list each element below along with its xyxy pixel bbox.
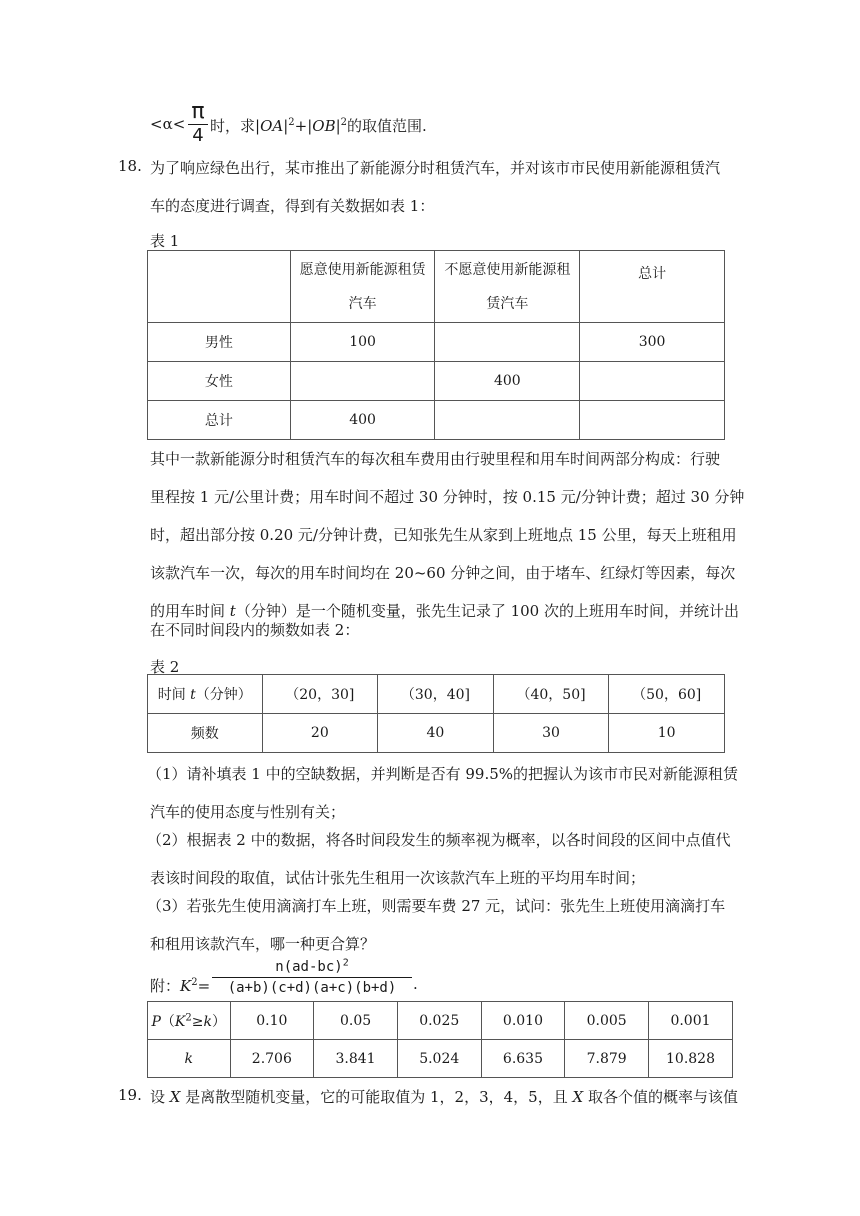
equals-sign: = — [197, 977, 211, 995]
table-2 — [147, 674, 725, 753]
header-willing-l1: 愿意使用新能源租赁 — [299, 261, 426, 278]
table2-row-freq — [148, 714, 725, 753]
ge-sign: ≥ — [191, 1013, 204, 1030]
table-1 — [147, 250, 725, 440]
fraction-denominator: 4 — [192, 125, 204, 146]
header-unwilling-l1: 不愿意使用新能源租 — [444, 261, 571, 278]
pi-over-4-fraction — [188, 101, 208, 146]
table1-cell: 男性 — [148, 323, 291, 362]
vector-oa: OA — [260, 117, 284, 135]
k-var: K — [174, 1013, 186, 1030]
q18-para-line-2: 里程按 1 元/公里计费；用车时间不超过 30 分钟时，按 0.15 元/分钟计费；超过 30 分钟 — [150, 488, 745, 506]
q19-mid: 是离散型随机变量，它的可能取值为 1，2，3，4，5，且 — [180, 1088, 573, 1106]
table2-header-label — [148, 675, 263, 714]
table3-k-label: k — [148, 1040, 231, 1078]
table2-interval-cell: （30，40] — [378, 675, 494, 714]
abs-bar: | — [283, 117, 289, 135]
sub2-line-1: （2）根据表 2 中的数据，将各时间段发生的频率视为概率，以各时间段的区间中点值代 — [147, 831, 731, 849]
paren-open: （ — [160, 1013, 175, 1030]
table3-p-label — [148, 1002, 231, 1040]
numerator-text: n(ad-bc) — [275, 959, 343, 975]
label-post: （分钟） — [195, 687, 252, 703]
table3-row-k — [148, 1040, 733, 1078]
k-sup: 2 — [185, 1011, 192, 1023]
k-square: 2 — [191, 977, 198, 988]
line5-post: （分钟）是一个随机变量，张先生记录了 100 次的上班用车时间，并统计出 — [235, 602, 739, 620]
intro-lt: <α< — [150, 115, 186, 133]
sub3-line-2: 和租用该款汽车，哪一种更合算？ — [150, 935, 376, 953]
table3-k-cell: 7.879 — [565, 1040, 649, 1078]
table1-caption: 表 1 — [150, 232, 180, 250]
sub2-line-2: 表该时间段的取值，试估计张先生租用一次该款汽车上班的平均用车时间； — [150, 869, 646, 887]
q18-para-line-3: 时，超出部分按 0.20 元/分钟计费，已知张先生从家到上班地点 15 公里，每天上班租用 — [150, 526, 737, 544]
table2-freq-cell: 10 — [609, 714, 725, 753]
table1-cell — [290, 362, 435, 401]
table2-interval-cell: （40，50] — [493, 675, 609, 714]
table1-cell — [580, 401, 725, 440]
sub1-line-2: 汽车的使用态度与性别有关； — [150, 803, 346, 821]
question-19-number: 19. — [118, 1086, 142, 1104]
numerator-sup: 2 — [342, 957, 349, 969]
appendix-text: 附： — [150, 977, 181, 995]
table2-caption: 表 2 — [150, 658, 180, 676]
variable-t: t — [190, 687, 196, 703]
line5-pre: 的用车时间 — [150, 602, 230, 620]
table3-p-cell: 0.005 — [565, 1002, 649, 1040]
table1-header-row — [148, 251, 725, 323]
header-unwilling-l2: 赁汽车 — [486, 295, 529, 312]
table1-cell — [580, 362, 725, 401]
intro-tail: 的取值范围. — [347, 117, 427, 135]
variable-x-2: X — [572, 1088, 584, 1106]
table1-cell: 女性 — [148, 362, 291, 401]
square-sup: 2 — [288, 117, 295, 128]
table1-cell: 300 — [580, 323, 725, 362]
formula-bar — [212, 977, 412, 978]
sub1-line-1: （1）请补填表 1 中的空缺数据，并判断是否有 99.5%的把握认为该市市民对新能源租赁 — [147, 765, 739, 783]
label-pre: 时间 — [157, 687, 191, 703]
q19-line-1 — [150, 1086, 738, 1107]
vector-ob: OB — [312, 117, 336, 135]
table3-p-cell: 0.05 — [314, 1002, 398, 1040]
k-small: k — [203, 1013, 212, 1030]
fraction-numerator: π — [191, 99, 205, 124]
table1-cell — [435, 401, 580, 440]
q19-pre: 设 — [150, 1088, 170, 1106]
table3-row-p — [148, 1002, 733, 1040]
appendix-label — [150, 975, 210, 996]
table3-p-cell: 0.10 — [230, 1002, 314, 1040]
table1-row-total — [148, 401, 725, 440]
table1-header-total: 总计 — [580, 251, 725, 323]
q18-line-1: 为了响应绿色出行，某市推出了新能源分时租赁汽车，并对该市市民使用新能源租赁汽 — [150, 159, 721, 177]
table1-cell: 400 — [435, 362, 580, 401]
table3-k-cell: 5.024 — [397, 1040, 481, 1078]
q18-line-2: 车的态度进行调查，得到有关数据如表 1： — [150, 197, 435, 215]
table2-freq-cell: 20 — [262, 714, 378, 753]
intro-line — [150, 115, 185, 133]
intro-line-rest — [210, 115, 427, 136]
table3-k-cell: 3.841 — [314, 1040, 398, 1078]
table2-row-label: 频数 — [148, 714, 263, 753]
square-sup-2: 2 — [340, 117, 348, 128]
table3-p-cell: 0.025 — [397, 1002, 481, 1040]
q18-para-line-4: 该款汽车一次，每次的用车时间均在 20~60 分钟之间，由于堵车、红绿灯等因素，每次 — [150, 564, 736, 582]
k-variable: K — [180, 977, 192, 995]
table1-header-unwilling — [435, 251, 580, 323]
variable-t: t — [229, 602, 236, 620]
header-willing-l2: 汽车 — [348, 295, 377, 312]
table2-freq-cell: 30 — [493, 714, 609, 753]
table2-interval-cell: （20，30] — [262, 675, 378, 714]
formula-fraction — [212, 958, 412, 997]
variable-x: X — [169, 1088, 181, 1106]
formula-numerator — [212, 958, 412, 976]
table3-k-cell: 2.706 — [230, 1040, 314, 1078]
intro-text-a: 时，求| — [210, 117, 261, 135]
paren-close: ） — [211, 1013, 226, 1030]
q18-para-line-1: 其中一款新能源分时租赁汽车的每次租车费用由行驶里程和用车时间两部分构成：行驶 — [150, 450, 721, 468]
table3-k-cell: 10.828 — [649, 1040, 733, 1078]
plus-sign: +| — [294, 117, 313, 135]
table1-cell: 总计 — [148, 401, 291, 440]
formula-end: . — [413, 975, 418, 993]
p-var: P — [151, 1013, 161, 1030]
table1-header-willing — [290, 251, 435, 323]
table1-cell — [435, 323, 580, 362]
table1-row-male — [148, 323, 725, 362]
q18-para-line-6: 在不同时间段内的频数如表 2： — [150, 621, 360, 639]
table-3 — [147, 1001, 733, 1078]
table2-row-interval — [148, 675, 725, 714]
question-18-number: 18. — [118, 157, 142, 175]
q18-para-line-5 — [150, 600, 739, 621]
table1-row-female — [148, 362, 725, 401]
table2-interval-cell: （50，60] — [609, 675, 725, 714]
q19-tail: 取各个值的概率与该值 — [583, 1088, 738, 1106]
formula-denominator: (a+b)(c+d)(a+c)(b+d) — [227, 980, 397, 996]
table3-p-cell: 0.010 — [481, 1002, 565, 1040]
table2-freq-cell: 40 — [378, 714, 494, 753]
abs-bar-2: | — [335, 117, 341, 135]
sub3-line-1: （3）若张先生使用滴滴打车上班，则需要车费 27 元，试问：张先生上班使用滴滴打车 — [147, 897, 726, 915]
table1-cell: 400 — [290, 401, 435, 440]
table1-corner-cell — [148, 251, 291, 323]
table1-cell: 100 — [290, 323, 435, 362]
table3-p-cell: 0.001 — [649, 1002, 733, 1040]
table3-k-cell: 6.635 — [481, 1040, 565, 1078]
